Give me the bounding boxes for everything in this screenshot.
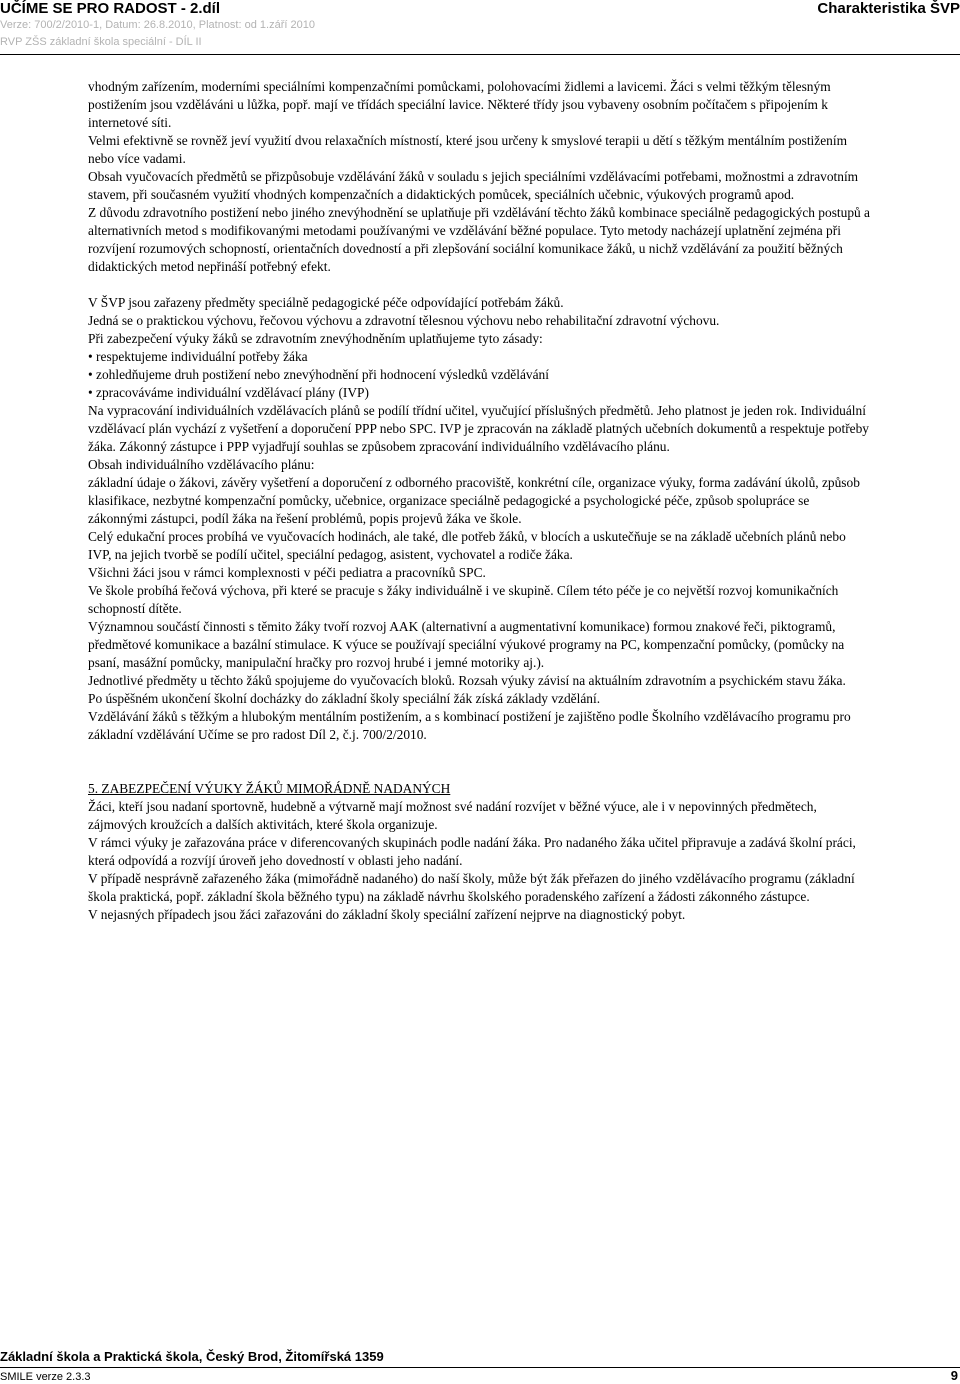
page-number: 9 — [950, 1368, 958, 1383]
paragraph: V rámci výuky je zařazována práce v diferencovaných skupinách podle nadání žáka. Pro nadaného žáka učitel připravuje a zadává školní práci, která odpovídá a rozvíjí úroveň jeho dovedností v oblasti jeho nadání. — [88, 835, 856, 868]
list-item: • zohledňujeme druh postižení nebo znevýhodnění při hodnocení výsledků vzdělávání — [88, 367, 549, 382]
school-address: Základní škola a Praktická škola, Český Brod, Žitomířská 1359 — [0, 1349, 384, 1364]
paragraph: Všichni žáci jsou v rámci komplexnosti v péči pediatra a pracovníků SPC. — [88, 565, 486, 580]
paragraph: Obsah individuálního vzdělávacího plánu: — [88, 457, 315, 472]
paragraph: Ve škole probíhá řečová výchova, při které se pracuje s žáky individuálně i ve skupině. Cílem této péče je co největší rozvoj komunikačních schopností dítěte. — [88, 583, 839, 616]
paragraph: Jednotlivé předměty u těchto žáků spojujeme do vyučovacích bloků. Rozsah výuky závisí na aktuálním zdravotním a psychickém stavu žáka. — [88, 673, 846, 688]
program-info: RVP ZŠS základní škola speciální - DÍL II — [0, 36, 202, 48]
version-info: Verze: 700/2/2010-1, Datum: 26.8.2010, Platnost: od 1.září 2010 — [0, 19, 315, 31]
paragraph: vhodným zařízením, moderními speciálními kompenzačními pomůckami, polohovacími židlemi a lavicemi. Žáci s velmi těžkým tělesným postižením jsou vzděláváni u lůžka, popř. mají ve třídách speciální lavice. Některé třídy jsou vybaveny osobním počítačem s připojením k internetové síti. — [88, 79, 831, 130]
paragraph: V ŠVP jsou zařazeny předměty speciálně pedagogické péče odpovídající potřebám žáků. — [88, 295, 564, 310]
list-item: • respektujeme individuální potřeby žáka — [88, 349, 308, 364]
section-name: Charakteristika ŠVP — [817, 0, 960, 17]
paragraph: Obsah vyučovacích předmětů se přizpůsobuje vzdělávání žáků v souladu s jejich speciálními vzdělávacími potřebami, možnostmi a zdravotním stavem, při současném využití vhodných kompenzačních a didaktických pomůcek, speciálních učebnic, výukových programů apod. — [88, 169, 859, 202]
paragraph: Po úspěšném ukončení školní docházky do základní školy speciální žák získá základy vzdělání. — [88, 691, 601, 706]
paragraph: Velmi efektivně se rovněž jeví využití dvou relaxačních místností, které jsou určeny k smyslové terapii u dětí s těžkým mentálním postižením nebo více vadami. — [88, 133, 847, 166]
document-body — [88, 78, 872, 924]
paragraph: Z důvodu zdravotního postižení nebo jiného znevýhodnění se uplatňuje při vzdělávání těchto žáků kombinace speciálně pedagogických postupů a alternativních metod s modifikovanými metodami používanými ve vzdělávání běžné populace. Tyto metody nacházejí uplatnění zejména při rozvíjení rozumových schopností, orientačních dovedností a při zlepšování sociální komunikace žáků, u nichž vzdělávání za použití běžných didaktických metod nepřináší potřebný efekt. — [88, 205, 870, 274]
header-divider — [0, 54, 960, 55]
software-version: SMILE verze 2.3.3 — [0, 1371, 91, 1383]
spacer — [88, 762, 872, 780]
paragraph: základní údaje o žákovi, závěry vyšetření a doporučení z odborného pracoviště, konkrétní cíle, organizace výuky, forma zadávání úkolů, způsob klasifikace, nezbytné kompenzační pomůcky, učebnice, organizace speciálně pedagogické a psychologické péče, způsob spolupráce se zákonnými zástupci, podíl žáka na řešení problémů, popis projevů žáka ve škole. — [88, 475, 860, 526]
list-item: • zpracováváme individuální vzdělávací plány (IVP) — [88, 385, 369, 400]
footer-divider — [0, 1367, 960, 1368]
document-title: UČÍME SE PRO RADOST - 2.díl — [0, 0, 221, 17]
paragraph: Žáci, kteří jsou nadaní sportovně, hudebně a výtvarně mají možnost své nadání rozvíjet v běžné výuce, ale i v nepovinných předmětech, zájmových kroužcích a dalších aktivitách, které škola organizuje. — [88, 799, 817, 832]
spacer — [88, 276, 872, 294]
section-heading: 5. ZABEZPEČENÍ VÝUKY ŽÁKŮ MIMOŘÁDNĚ NADANÝCH — [88, 781, 451, 796]
paragraph: Při zabezpečení výuky žáků se zdravotním znevýhodněním uplatňujeme tyto zásady: — [88, 331, 543, 346]
paragraph: Jedná se o praktickou výchovu, řečovou výchovu a zdravotní tělesnou výchovu nebo rehabilitační zdravotní výchovu. — [88, 313, 720, 328]
paragraph: Na vypracování individuálních vzdělávacích plánů se podílí třídní učitel, vyučující příslušných předmětů. Jeho platnost je jeden rok. Individuální vzdělávací plán vychází z vyšetření a doporučení PPP nebo SPC. IVP je zpracován na základě platných učebních dokumentů a respektuje potřeby žáka. Zákonný zástupce i PPP vyjadřují souhlas se způsobem zpracování individuálního vzdělávacího plánu. — [88, 403, 869, 454]
paragraph: V případě nesprávně zařazeného žáka (mimořádně nadaného) do naší školy, může být žák přeřazen do jiného vzdělávacího programu (základní škola praktická, popř. základní škola běžného typu) na základě návrhu školského poradenského zařízení a žádosti zákonného zástupce. — [88, 871, 855, 904]
paragraph: Celý edukační proces probíhá ve vyučovacích hodinách, ale také, dle potřeb žáků, v blocích a uskutečňuje se na základě učebních plánů nebo IVP, na jejich tvorbě se podílí učitel, speciální pedagog, asistent, vychovatel a rodiče žáka. — [88, 529, 846, 562]
paragraph: Významnou součástí činnosti s těmito žáky tvoří rozvoj AAK (alternativní a augmentativní komunikace) formou znakové řeči, piktogramů, předmětové komunikace a bazální stimulace. K výuce se používají speciální výukové programy na PC, kompenzační pomůcky, (pomůcky na psaní, masážní pomůcky, manipulační hračky pro rozvoj hrubé i jemné motoriky aj.). — [88, 619, 845, 670]
paragraph: Vzdělávání žáků s těžkým a hlubokým mentálním postižením, a s kombinací postižení je zajištěno podle Školního vzdělávacího programu pro základní vzdělávání Učíme se pro radost Díl 2, č.j. 700/2/2010. — [88, 709, 851, 742]
paragraph: V nejasných případech jsou žáci zařazováni do základní školy speciální zařízení nejprve na diagnostický pobyt. — [88, 907, 686, 922]
spacer — [88, 744, 872, 762]
